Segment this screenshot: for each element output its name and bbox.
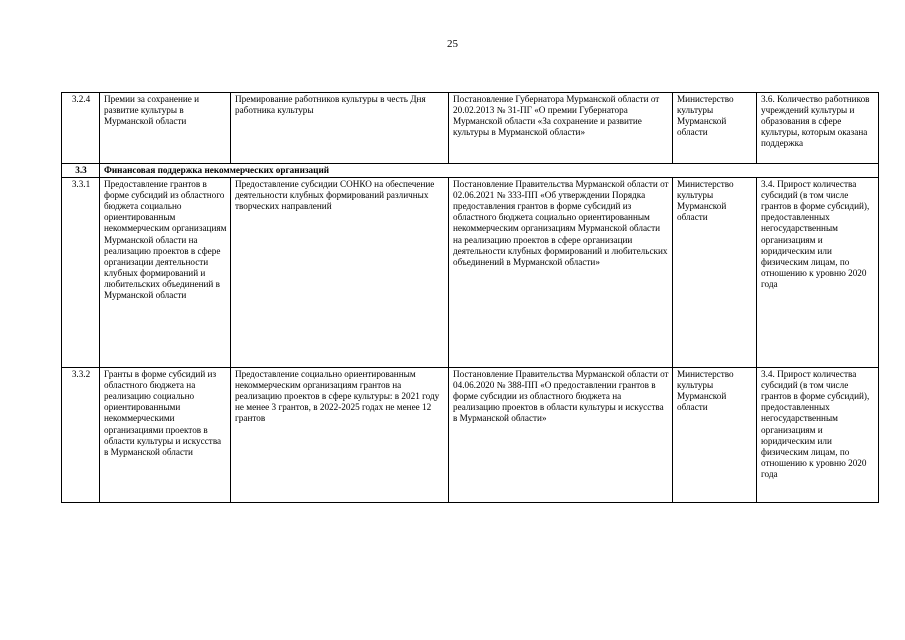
indicator: 3.6. Количество работников учреждений культуры и образования в сфере культуры, которым оказана поддержка	[757, 93, 879, 164]
executor: Министерство культуры Мурманской области	[673, 93, 757, 164]
section-row	[62, 164, 879, 178]
executor: Министерство культуры Мурманской области	[673, 178, 757, 368]
row-number: 3.3.2	[62, 368, 100, 503]
row-number: 3.2.4	[62, 93, 100, 164]
table-row	[62, 368, 879, 503]
legal-act: Постановление Губернатора Мурманской области от 20.02.2013 № 31-ПГ «О премии Губернатора Мурманской области «За сохранение и развитие культуры в Мурманской области»	[449, 93, 673, 164]
section-number: 3.3	[62, 164, 100, 178]
measure-description: Предоставление субсидии СОНКО на обеспечение деятельности клубных формирований различных творческих направлений	[231, 178, 449, 368]
section-title: Финансовая поддержка некоммерческих организаций	[100, 164, 879, 178]
table-row	[62, 178, 879, 368]
page-number: 25	[447, 38, 458, 50]
measure-name: Предоставление грантов в форме субсидий из областного бюджета социально ориентированным некоммерческим организациям Мурманской области на реализацию проектов в сфере организации деятельности клубных формирований и любительских объединений в Мурманской области	[100, 178, 231, 368]
row-number: 3.3.1	[62, 178, 100, 368]
indicator: 3.4. Прирост количества субсидий (в том числе грантов в форме субсидий), предоставленных негосударственным организациям и юридическим или физическим лицам, по отношению к уровню 2020 года	[757, 178, 879, 368]
measure-description: Предоставление социально ориентированным некоммерческим организациям грантов на реализацию проектов в сфере культуры: в 2021 году не менее 3 грантов, в 2022-2025 годах не менее 12 грантов	[231, 368, 449, 503]
measure-name: Гранты в форме субсидий из областного бюджета на реализацию социально ориентированными некоммерческими организациями проектов в области культуры и искусства в Мурманской области	[100, 368, 231, 503]
legal-act: Постановление Правительства Мурманской области от 04.06.2020 № 388-ПП «О предоставлении грантов в форме субсидии из областного бюджета на реализацию проектов в области культуры и искусства в Мурманской области»	[449, 368, 673, 503]
measures-table	[61, 92, 879, 503]
legal-act: Постановление Правительства Мурманской области от 02.06.2021 № 333-ПП «Об утверждении Порядка предоставления грантов в форме субсидий из областного бюджета социально ориентированным некоммерческим организациям Мурманской области на реализацию проектов в сфере организации деятельности клубных формирований и любительских объединений в Мурманской области»	[449, 178, 673, 368]
executor: Министерство культуры Мурманской области	[673, 368, 757, 503]
measure-description: Премирование работников культуры в честь Дня работника культуры	[231, 93, 449, 164]
measure-name: Премии за сохранение и развитие культуры в Мурманской области	[100, 93, 231, 164]
table-row	[62, 93, 879, 164]
indicator: 3.4. Прирост количества субсидий (в том числе грантов в форме субсидий), предоставленных негосударственным организациям и юридическим или физическим лицам, по отношению к уровню 2020 года	[757, 368, 879, 503]
